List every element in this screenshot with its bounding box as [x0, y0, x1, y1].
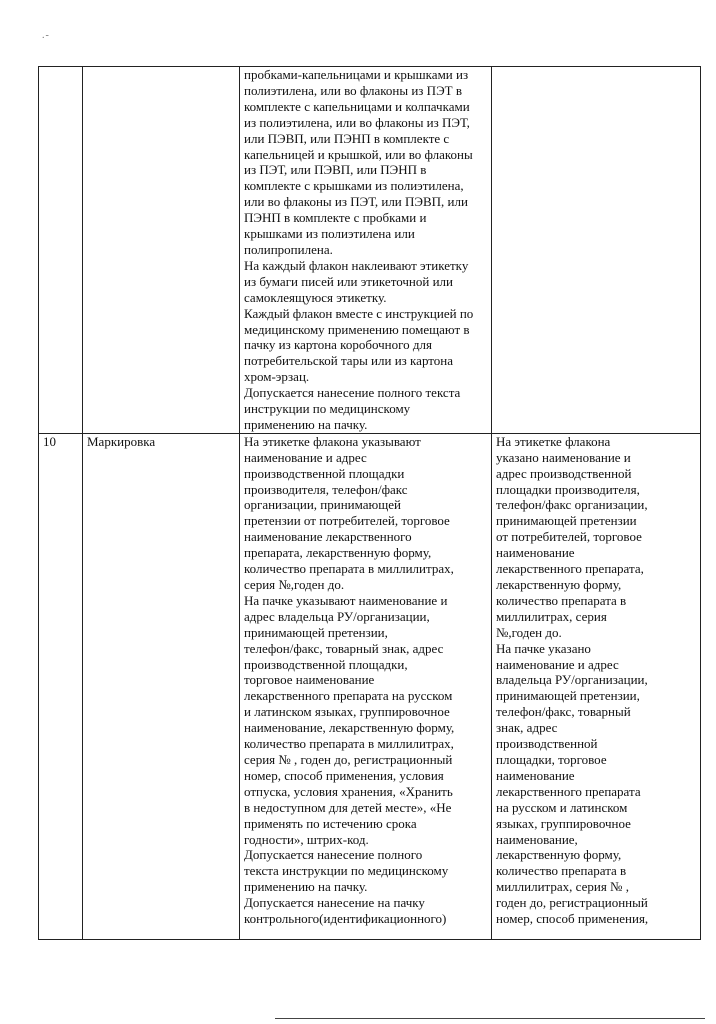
table-row — [39, 433, 701, 939]
row-number-cell — [39, 67, 83, 434]
specification-table — [38, 66, 701, 940]
row-name-cell: Маркировка — [83, 433, 240, 939]
row-spec-cell — [240, 67, 492, 434]
row-result-cell — [492, 433, 701, 939]
row-number-cell: 10 — [39, 433, 83, 939]
result-text: На этикетке флакона указано наименование и адрес производственной площадки производителя, телефон/факс организации, принимающей претензии от потребителей, торговое наименование лекарственного препарата, лекарственную форму, количество препарата в миллилитрах, серия №,годен до. На пачке указано наименование и адрес владельца РУ/организации, принимающей претензии, телефон/факс, товарный знак, адрес производственной площадки, торговое наименование лекарственного препарата на русском и латинском языках, группировочное наименование, лекарственную форму, количество препарата в миллилитрах, серия № , годен до, регистрационный номер, способ применения, — [496, 433, 649, 927]
table-row — [39, 67, 701, 434]
spec-text: На этикетке флакона указывают наименование и адрес производственной площадки производителя, телефон/факс организации, принимающей претензии от потребителей, торговое наименование лекарственного препарата, лекарственную форму, количество препарата в миллилитрах, серия №,годен до. На пачке указывают наименование и адрес владельца РУ/организации, принимающей претензии, телефон/факс, товарный знак, адрес производственной площадки, торговое наименование лекарственного препарата на русском и латинском языках, группировочное наименование, лекарственную форму, количество препарата в миллилитрах, серия № , годен до, регистрационный номер, способ применения, условия отпуска, условия хранения, «Хранить в недоступном для детей месте», «Не применять по истечению срока годности», штрих-код. Допускается нанесение полного текста инструкции по медицинскому применению на пачку. Допускается нанесение на пачку контрольного(идентификационного) — [244, 433, 455, 927]
bottom-divider — [275, 1018, 705, 1019]
scan-mark: .- — [42, 30, 50, 41]
row-name-cell — [83, 67, 240, 434]
row-result-cell — [492, 67, 701, 434]
row-spec-cell — [240, 433, 492, 939]
spec-text: пробками-капельницами и крышками из полиэтилена, или во флаконы из ПЭТ в комплекте с капельницами и колпачками из полиэтилена, или во флаконы из ПЭТ, или ПЭВП, или ПЭНП в комплекте с капельницей и крышкой, или во флаконы из ПЭТ, или ПЭВП, или ПЭНП в комплекте с крышками из полиэтилена, или во флаконы из ПЭТ, или ПЭВП, или ПЭНП в комплекте с пробками и крышками из полиэтилена или полипропилена. На каждый флакон наклеивают этикетку из бумаги писей или этикеточной или самоклеящуюся этикетку. Каждый флакон вместе с инструкцией по медицинскому применению помещают в пачку из картона коробочного для потребительской тары или из картона хром-эрзац. Допускается нанесение полного текста инструкции по медицинскому применению на пачку. — [244, 67, 474, 432]
